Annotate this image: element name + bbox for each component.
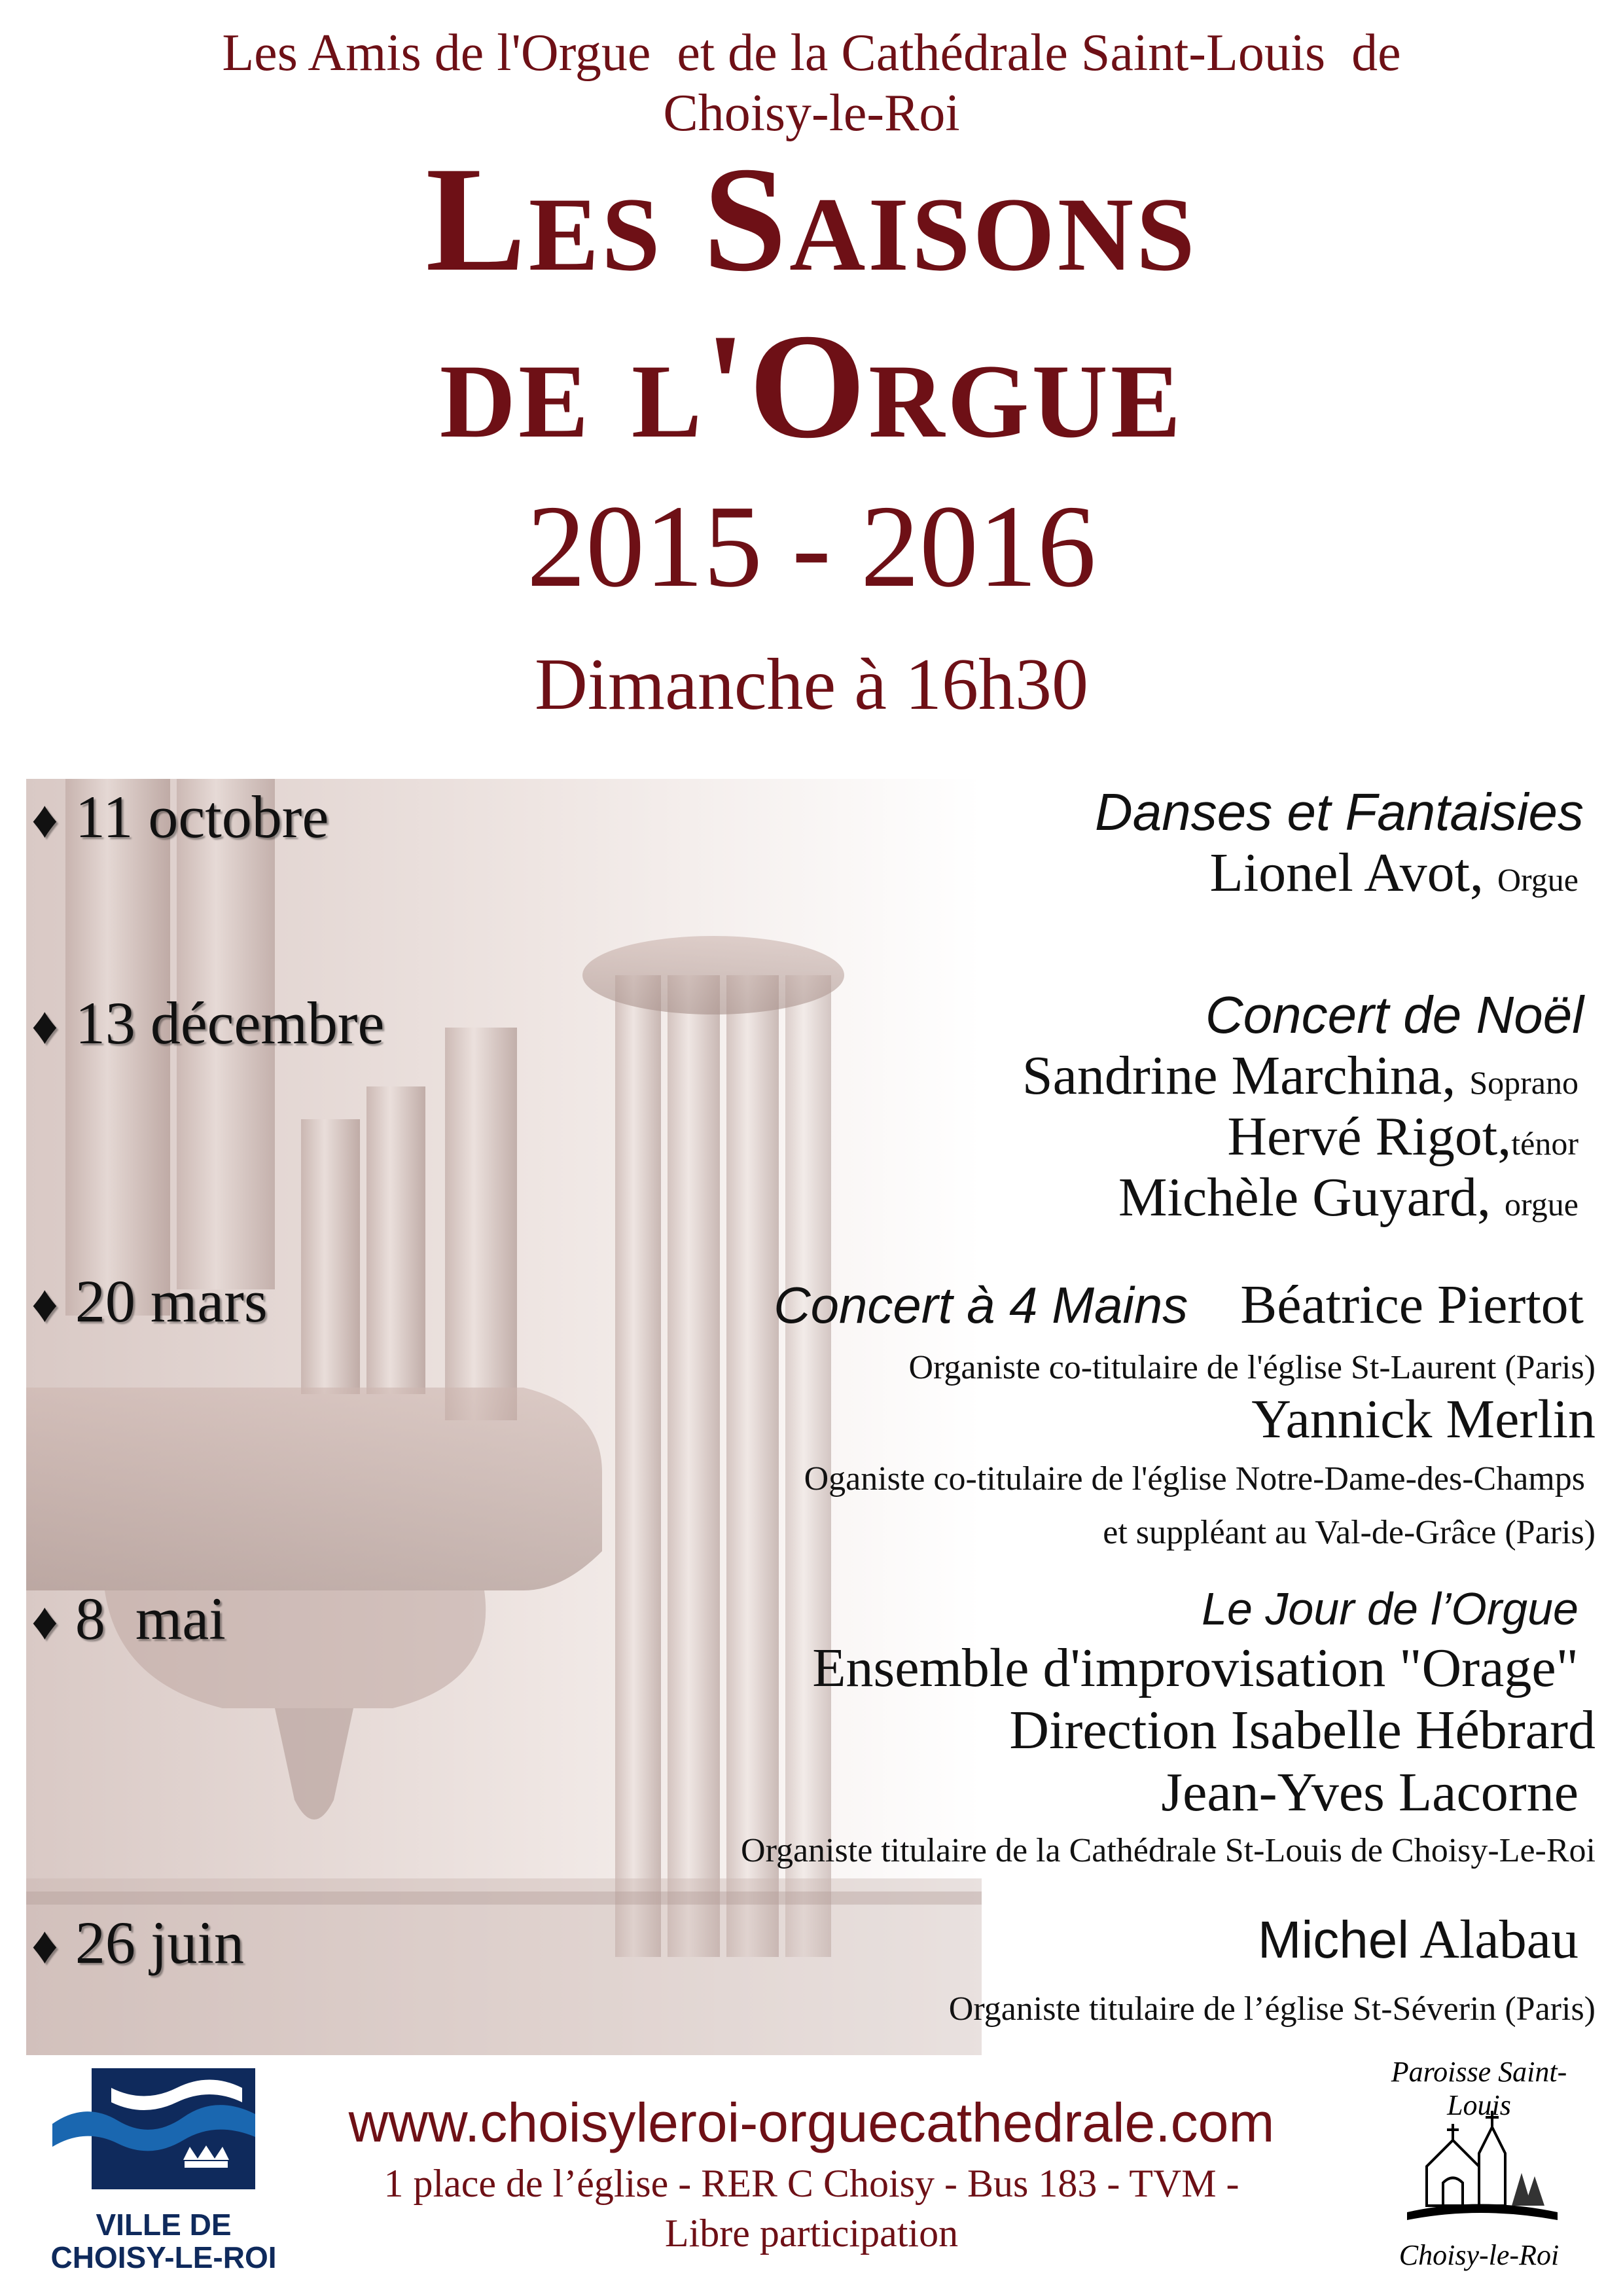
concert-3-performer-2-desc-1: Oganiste co-titulaire de l'église Notre-Dame-des-Champs: [804, 1460, 1585, 1498]
concert-2-performer-2: Hervé Rigot,ténor: [1227, 1106, 1578, 1167]
concert-date-1: ♦ 11 octobre: [31, 783, 329, 850]
organizer-line-1: Les Amis de l'Orgue et de la Cathédrale Saint-Louis de: [222, 24, 1401, 82]
concert-4-desc: Organiste titulaire de la Cathédrale St-Louis de Choisy-Le-Roi: [741, 1832, 1596, 1869]
diamond-bullet-icon: ♦: [31, 997, 58, 1055]
city-logo-emblem: [46, 2062, 281, 2206]
concert-date-4: ♦ 8 mai: [31, 1585, 226, 1652]
parish-logo: [1361, 2042, 1597, 2284]
concert-date-2: ♦ 13 décembre: [31, 990, 385, 1056]
diamond-bullet-icon: ♦: [31, 1593, 58, 1651]
concert-3-performer-2: Yannick Merlin: [1251, 1389, 1596, 1450]
concert-1-performer: Lionel Avot, Orgue: [1209, 842, 1578, 903]
city-logo: [46, 2062, 281, 2278]
concert-5-performer: Michel Alabau: [1257, 1909, 1578, 1970]
concert-3-headline: Concert à 4 Mains Béatrice Piertot: [774, 1274, 1584, 1335]
concert-4-line-1: Ensemble d'improvisation "Orage": [812, 1638, 1578, 1698]
concert-5-desc: Organiste titulaire de l’église St-Séverin (Paris): [948, 1990, 1596, 2028]
city-logo-line-2: CHOISY-LE-ROI: [50, 2240, 277, 2274]
concert-2-title: Concert de Noël: [1205, 986, 1584, 1044]
concert-3-performer-2-desc-2: et suppléant au Val-de-Grâce (Paris): [1103, 1514, 1596, 1551]
diamond-bullet-icon: ♦: [31, 791, 58, 849]
concert-date-5: ♦ 26 juin: [31, 1909, 244, 1976]
city-logo-line-1: VILLE DE: [96, 2208, 232, 2242]
organizer-line-2: Choisy-le-Roi: [663, 84, 960, 142]
participation-line: Libre participation: [664, 2212, 959, 2255]
concert-1-title: Danses et Fantaisies: [1094, 783, 1584, 841]
website-link[interactable]: www.choisyleroi-orguecathedrale.com: [348, 2092, 1275, 2153]
concert-3-performer-1-desc: Organiste co-titulaire de l'église St-Laurent (Paris): [908, 1349, 1596, 1386]
diamond-bullet-icon: ♦: [31, 1917, 58, 1975]
parish-logo-bottom-text: Choisy-le-Roi: [1399, 2239, 1560, 2271]
schedule-time: Dimanche à 16h30: [535, 644, 1088, 725]
concert-4-line-2: Direction Isabelle Hébrard: [1009, 1700, 1596, 1761]
parish-logo-top-text: Paroisse Saint-Louis: [1391, 2056, 1567, 2121]
concert-2-performer-3: Michèle Guyard, orgue: [1118, 1167, 1578, 1228]
concert-4-title: Le Jour de l’Orgue: [1202, 1583, 1578, 1634]
concert-2-performer-1: Sandrine Marchina, Soprano: [1022, 1045, 1578, 1106]
concert-4-line-3: Jean-Yves Lacorne: [1161, 1762, 1578, 1823]
concert-date-3: ♦ 20 mars: [31, 1268, 268, 1335]
main-title-line-1: Les Saisons: [425, 135, 1198, 302]
main-title-line-2: de l'Orgue: [439, 302, 1184, 469]
address-line: 1 place de l’église - RER C Choisy - Bus 183 - TVM -: [383, 2162, 1240, 2205]
diamond-bullet-icon: ♦: [31, 1276, 58, 1333]
season-years: 2015 - 2016: [527, 481, 1096, 611]
